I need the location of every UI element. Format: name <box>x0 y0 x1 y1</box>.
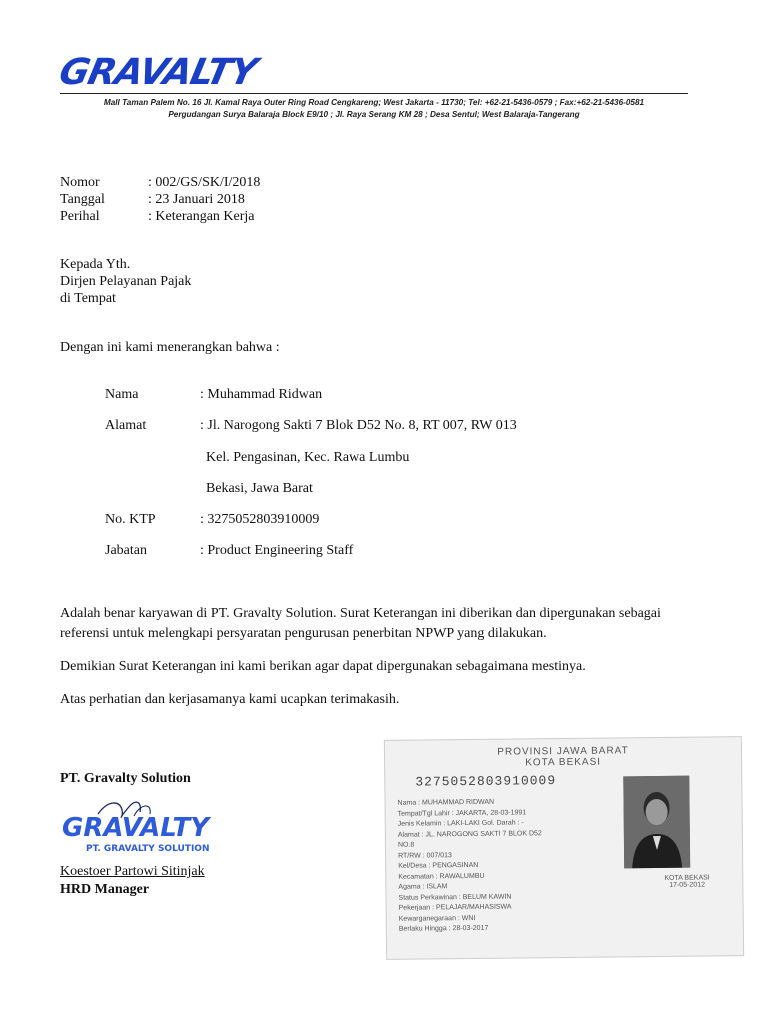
tanggal-value: : 23 Januari 2018 <box>148 192 245 207</box>
ktp-label: No. KTP <box>105 512 156 527</box>
alamat-label: Alamat <box>105 418 147 433</box>
alamat-row <box>105 418 517 434</box>
ktp-province-header <box>385 744 741 770</box>
header-divider <box>60 93 688 94</box>
nomor-value: : 002/GS/SK/I/2018 <box>148 175 261 190</box>
signatory-title: HRD Manager <box>60 882 150 897</box>
stamp-graphic <box>58 796 228 858</box>
perihal-value: : Keterangan Kerja <box>148 209 255 224</box>
stamp-subtitle: PT. GRAVALTY SOLUTION <box>86 844 210 854</box>
ktp-issue <box>664 874 710 888</box>
ktp-field: Nama : MUHAMMAD RIDWAN <box>397 798 495 807</box>
ktp-field: Status Perkawinan : BELUM KAWIN <box>398 893 512 902</box>
body-paragraph-1: Adalah benar karyawan di PT. Gravalty Solution. Surat Keterangan ini diberikan dan dipergunakan sebagai referensi untuk melengkapi persyaratan pengurusan penerbitan NPWP yang dilakukan. <box>60 606 661 641</box>
stamp-logo: GRAVALTY <box>62 813 210 843</box>
ktp-issue-date: 17-05-2012 <box>669 881 706 889</box>
recipient-block <box>60 256 191 307</box>
nama-row <box>105 387 322 403</box>
recipient-line-1: Kepada Yth. <box>60 257 131 272</box>
perihal-label: Perihal <box>60 209 100 224</box>
ktp-issue-city: KOTA BEKASI <box>664 874 710 882</box>
nomor-label: Nomor <box>60 175 100 190</box>
ktp-field: Kecamatan : RAWALUMBU <box>398 872 485 881</box>
ktp-field: Pekerjaan : PELAJAR/MAHASISWA <box>398 903 512 912</box>
alamat-line-2: Kel. Pengasinan, Kec. Rawa Lumbu <box>206 450 410 465</box>
letter-meta <box>60 174 260 225</box>
ktp-photo <box>623 776 690 869</box>
alamat-line-3: Bekasi, Jawa Barat <box>206 481 313 496</box>
ktp-field: Alamat : JL. NAROGONG SAKTI 7 BLOK D52 <box>397 829 542 839</box>
jabatan-label: Jabatan <box>105 543 147 558</box>
company-stamp <box>58 796 228 858</box>
ktp-field: Kewarganegaraan : WNI <box>398 914 476 923</box>
ktp-city: KOTA BEKASI <box>525 756 602 769</box>
jabatan-row <box>105 543 353 559</box>
alamat-value: : Jl. Narogong Sakti 7 Blok D52 No. 8, RT 007, RW 013 <box>200 418 517 433</box>
body-paragraph-2: Demikian Surat Keterangan ini kami berikan agar dapat dipergunakan sebagaimana mestinya. <box>60 659 586 674</box>
address-line-1: Mall Taman Palem No. 16 Jl. Kamal Raya Outer Ring Road Cengkareng; West Jakarta - 11730; Tel: +62-21-5436-0579 ; Fax:+62-21-5436-0581 <box>103 98 645 107</box>
signature-company: PT. Gravalty Solution <box>60 771 191 786</box>
ktp-fields <box>397 797 542 935</box>
nama-value: : Muhammad Ridwan <box>200 387 323 402</box>
signatory-name: Koestoer Partowi Sitinjak <box>60 864 205 879</box>
ktp-card-image <box>384 736 744 960</box>
ktp-value: : 3275052803910009 <box>200 512 320 527</box>
company-logo <box>55 52 260 93</box>
ktp-province: PROVINSI JAWA BARAT <box>497 745 629 758</box>
logo-text: GRAVALTY <box>55 52 260 93</box>
recipient-line-2: Dirjen Pelayanan Pajak <box>60 274 192 289</box>
ktp-field: NO.8 <box>397 841 415 849</box>
tanggal-label: Tanggal <box>60 192 105 207</box>
ktp-field: Tempat/Tgl Lahir : JAKARTA, 28-03-1991 <box>397 808 527 818</box>
recipient-line-3: di Tempat <box>60 291 116 306</box>
ktp-field: Agama : ISLAM <box>398 883 448 891</box>
nama-label: Nama <box>105 387 139 402</box>
body-paragraph-3: Atas perhatian dan kerjasamanya kami ucapkan terimakasih. <box>60 692 400 707</box>
person-photo-icon <box>623 776 690 869</box>
intro-text: Dengan ini kami menerangkan bahwa : <box>60 340 280 355</box>
ktp-field: Kel/Desa : PENGASINAN <box>398 861 479 870</box>
ktp-nik: 3275052803910009 <box>415 773 557 790</box>
ktp-field: Berlaku Hingga : 28-03-2017 <box>398 924 489 933</box>
ktp-field: RT/RW : 007/013 <box>398 851 452 860</box>
address-line-2: Pergudangan Surya Balaraja Block E9/10 ; Jl. Raya Serang KM 28 ; Desa Sentul; West Balaraja-Tangerang <box>168 110 580 119</box>
ktp-row <box>105 512 319 528</box>
ktp-field: Jenis Kelamin : LAKI-LAKI Gol. Darah : - <box>397 819 524 828</box>
jabatan-value: : Product Engineering Staff <box>200 543 354 558</box>
